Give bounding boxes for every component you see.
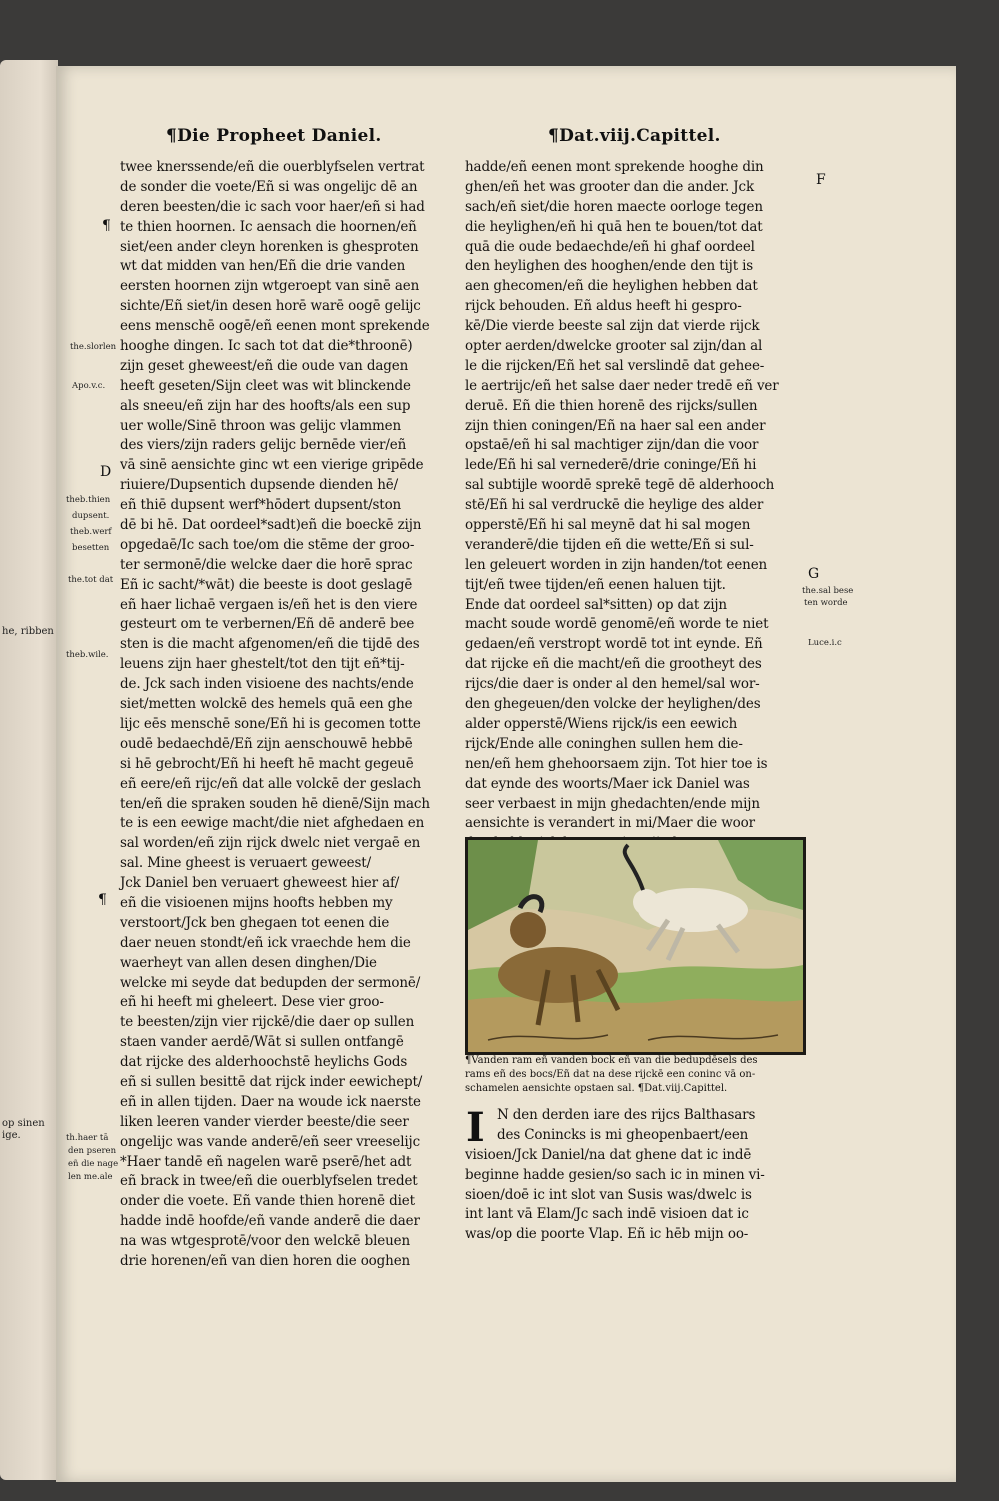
margin-note: the.tot dat (68, 575, 114, 585)
text-line: beginne hadde gesien/so sach ic in minen vi- (465, 1166, 765, 1183)
text-line: hooghe dingen. Ic sach tot dat die*throonē) (120, 338, 413, 355)
text-line: gedaen/eñ verstropt wordē tot int eynde. Eñ (465, 636, 763, 653)
margin-note: dupsent. (72, 511, 110, 521)
ram-and-goat-woodcut (468, 840, 803, 1052)
caption-line: rams eñ des bocs/Eñ dat na dese rijckē een coninc vā on- (465, 1069, 756, 1080)
text-line: nen/eñ hem ghehoorsaem zijn. Tot hier toe is (465, 755, 768, 772)
text-line: de. Jck sach inden visioene des nachts/ende (120, 676, 414, 693)
margin-letter: F (816, 172, 826, 188)
text-line: de sonder die voete/Eñ si was ongelijc dē an (120, 178, 418, 195)
margin-note: Luce.i.c (808, 638, 842, 648)
text-line: deruē. Eñ die thien horenē des rijcks/sullen (465, 397, 758, 414)
text-line: eñ thiē dupsent werf*hōdert dupsent/ston (120, 497, 402, 514)
text-line: dat rijcke eñ die macht/eñ die grootheyt des (465, 656, 762, 673)
text-line: ten/eñ die spraken souden hē dienē/Sijn mach (120, 795, 430, 812)
margin-letter: G (808, 566, 820, 582)
margin-note: the.slorlen (70, 342, 117, 352)
text-line: lijc eēs menschē sone/Eñ hi is gecomen totte (120, 715, 421, 732)
text-line: le die rijcken/Eñ het sal verslindē dat gehee- (465, 357, 765, 374)
text-line: die heylighen/eñ hi quā hen te bouen/tot dat (465, 218, 763, 235)
margin-note: Apo.v.c. (72, 381, 106, 391)
text-line: macht soude wordē genomē/eñ worde te niet (465, 616, 769, 633)
margin-note: den pseren (68, 1146, 117, 1156)
text-line: stē/Eñ hi sal verdruckē die heylige des alder (465, 497, 764, 514)
margin-note: th.haer tā (66, 1133, 109, 1143)
text-line: eñ eere/eñ rijc/eñ dat alle volckē der geslach (120, 775, 422, 792)
text-line: verstoort/Jck ben ghegaen tot eenen die (120, 914, 390, 931)
text-line: sten is die macht afgenomen/eñ die tijdē des (120, 636, 420, 653)
text-line: daer neuen stondt/eñ ick vraechde hem die (120, 934, 411, 951)
text-line: na was wtgesprotē/voor den welckē bleuen (120, 1233, 411, 1250)
drop-cap: I (466, 1104, 485, 1151)
text-column-right-continuation (465, 1106, 765, 1245)
text-line: eñ hi heeft mi gheleert. Dese vier groo- (120, 994, 384, 1011)
text-line: N den derden iare des rijcs Balthasars (497, 1107, 756, 1123)
text-line: hadde/eñ eenen mont sprekende hooghe din (465, 159, 764, 175)
margin-note: theb.thien (66, 495, 111, 505)
woodcut-illustration (465, 837, 806, 1055)
text-line: hadde indē hoofde/eñ vande anderē die daer (120, 1213, 420, 1230)
page-header-left: ¶Die Propheet Daniel. (166, 126, 382, 146)
text-line: dat rijcke des alderhoochstē heylichs Gods (120, 1054, 408, 1071)
text-line: eñ brack in twee/eñ die ouerblyfselen tredet (120, 1173, 418, 1190)
text-line: si hē gebrocht/Eñ hi heeft hē macht gegeuē (120, 755, 414, 772)
text-line: sal subtijle woordē sprekē tegē dē alderhooch (465, 477, 775, 494)
text-line: eñ haer lichaē vergaen is/eñ het is den viere (120, 596, 418, 613)
text-line: eñ die visioenen mijns hoofts hebben my (120, 894, 393, 911)
margin-note: ten worde (804, 598, 848, 608)
book-page (56, 66, 956, 1482)
caption-line: schamelen aensichte opstaen sal. ¶Dat.viij.Capittel. (465, 1083, 728, 1094)
margin-note: eñ die nage (68, 1159, 119, 1169)
text-line: sach/eñ siet/die horen maecte oorloge tegen (465, 198, 763, 215)
text-line: sal. Mine gheest is veruaert geweest/ (120, 855, 371, 872)
text-line: kē/Die vierde beeste sal zijn dat vierde rijck (465, 318, 760, 335)
text-line: rijck behouden. Eñ aldus heeft hi gesprо- (465, 298, 742, 315)
text-line: des Conincks is mi gheopenbaert/een (497, 1126, 749, 1143)
margin-note: theb.werf (70, 527, 112, 537)
text-line: zijn geset gheweest/eñ die oude van dagen (120, 357, 409, 374)
text-line: opgedaē/Ic sach toe/om die stēme der groo- (120, 536, 415, 553)
text-line: Eñ ic sacht/*wāt) die beeste is doot geslagē (120, 576, 413, 593)
text-line: sal worden/eñ zijn rijck dwelc niet vergaē en (120, 835, 421, 852)
left-page-note: he, ribben (2, 626, 54, 637)
text-column-left (120, 158, 430, 1272)
text-line: sioen/doē ic int slot van Susis was/dwelc is (465, 1186, 752, 1203)
text-line: liken leeren vander vierder beeste/die seer (120, 1113, 409, 1130)
text-line: gesteurt om te verbernen/Eñ dē anderē bee (120, 616, 415, 633)
text-line: tijt/eñ twee tijden/eñ eenen haluen tijt. (465, 576, 726, 593)
text-line: rijcs/die daer is onder al den hemel/sal wor- (465, 676, 760, 693)
text-line: opstaē/eñ hi sal machtiger zijn/dan die voor (465, 437, 759, 454)
text-line: den ghegeuen/den volcke der heylighen/des (465, 696, 761, 713)
text-line: deren beesten/die ic sach voor haer/eñ si had (120, 198, 425, 215)
text-line: oudē bedaechdē/Eñ zijn aenschouwē hebbē (120, 735, 413, 752)
margin-note: the.sal bese (802, 586, 854, 596)
text-line: quā die oude bedaechde/eñ hi ghaf oordeel (465, 238, 755, 255)
margin-letter: D (100, 464, 112, 480)
text-line: welcke mi seyde dat bedupden der sermonē/ (120, 974, 421, 991)
text-line: te beesten/zijn vier rijckē/die daer op sullen (120, 1014, 415, 1031)
text-line: ongelijc was vande anderē/eñ seer vreeselijc (120, 1133, 420, 1150)
text-line: siet/een ander cleyn horenken is ghesproten (120, 238, 419, 255)
text-line: te is een eewige macht/die niet afghedaen en (120, 815, 425, 832)
text-line: staen vander aerdē/Wāt si sullen ontfangē (120, 1034, 404, 1051)
text-line: onder die voete. Eñ vande thien horenē diet (120, 1193, 415, 1210)
text-line: seer verbaest in mijn ghedachten/ende mijn (465, 795, 760, 812)
text-line: aen ghecomen/eñ die heylighen hebben dat (465, 278, 758, 295)
margin-note: theb.wile. (66, 650, 109, 660)
text-line: le aertrijc/eñ het salse daer neder tredē eñ ver (465, 377, 779, 394)
text-line: eens menschē oogē/eñ eenen mont sprekende (120, 318, 430, 335)
text-line: ter sermonē/die welcke daer die horē sprac (120, 556, 413, 573)
text-line: des viers/zijn raders gelijc bernēde vier/eñ (120, 437, 407, 454)
caption-line: ¶Vanden ram eñ vanden bock eñ van die bedupdēsels des (465, 1055, 758, 1066)
text-line: visioen/Jck Daniel/na dat ghene dat ic indē (465, 1146, 752, 1163)
margin-note: len me.ale (68, 1172, 113, 1182)
text-line: veranderē/die tijden eñ die wette/Eñ si sul- (465, 536, 754, 553)
text-line: aensichte is verandert in mi/Maer die woor (465, 815, 755, 832)
text-line: den heylighen des hooghen/ende den tijt is (465, 258, 754, 275)
page-header-right: ¶Dat.viij.Capittel. (548, 126, 721, 146)
text-line: len geleuert worden in zijn handen/tot eenen (465, 556, 768, 573)
facing-page-edge (0, 60, 58, 1480)
text-line: eñ in allen tijden. Daer na woude ick naerste (120, 1093, 421, 1110)
text-line: eersten hoornen zijn wtgeroept van sinē aen (120, 278, 420, 295)
text-line: eñ si sullen besittē dat rijck inder eewichept/ (120, 1073, 423, 1090)
text-line: riuiere/Dupsentich dupsende dienden hē/ (120, 477, 398, 494)
margin-pilcrow: ¶ (98, 892, 107, 908)
text-column-right (465, 158, 779, 854)
margin-pilcrow: ¶ (102, 218, 111, 234)
left-page-note: ige. (2, 1130, 21, 1141)
text-line: dat eynde des woorts/Maer ick Daniel was (465, 775, 750, 792)
left-page-note: op sinen (2, 1118, 45, 1129)
text-line: te thien hoornen. Ic aensach die hoornen/eñ (120, 218, 417, 235)
text-line: int lant vā Elam/Jc sach indē visioen dat ic (465, 1206, 749, 1223)
text-line: lede/Eñ hi sal vernederē/drie coninge/Eñ hi (465, 457, 757, 474)
text-line: waerheyt van allen desen dinghen/Die (120, 954, 377, 971)
text-line: ghen/eñ het was grooter dan die ander. Jck (465, 178, 754, 195)
text-line: dē bi hē. Dat oordeel*sadt)eñ die boeckē zijn (120, 517, 422, 534)
text-line: was/op die poorte Vlap. Eñ ic hēb mijn oo- (465, 1226, 749, 1243)
text-line: siet/metten wolckē des hemels quā een ghe (120, 696, 413, 713)
text-line: wt dat midden van hen/Eñ die drie vanden (120, 258, 406, 275)
text-line: heeft geseten/Sijn cleet was wit blinckende (120, 377, 411, 394)
text-line: leuens zijn haer ghestelt/tot den tijt eñ*tij- (120, 656, 405, 673)
text-line: uer wolle/Sinē throon was gelijc vlammen (120, 417, 402, 434)
text-line: opter aerden/dwelcke grooter sal zijn/dan al (465, 338, 763, 355)
text-line: drie horenen/eñ van dien horen die ooghen (120, 1252, 411, 1269)
text-line: vā sinē aensichte ginc wt een vierige gripēde (120, 457, 424, 474)
text-line: twee knerssende/eñ die ouerblyfselen vertrat (120, 159, 425, 175)
text-line: alder opperstē/Wiens rijck/is een eewich (465, 715, 738, 732)
margin-note: besetten (72, 543, 110, 553)
woodcut-caption (465, 1054, 758, 1096)
text-line: *Haer tandē eñ nagelen warē pserē/het adt (120, 1153, 412, 1170)
text-line: zijn thien coningen/Eñ na haer sal een ander (465, 417, 766, 434)
text-line: Jck Daniel ben veruaert gheweest hier af/ (120, 875, 400, 892)
text-line: sichte/Eñ siet/in desen horē warē oogē gelijc (120, 298, 421, 315)
text-line: als sneeu/eñ zijn har des hoofts/als een sup (120, 397, 411, 414)
text-line: rijck/Ende alle coninghen sullen hem die- (465, 735, 743, 752)
text-line: opperstē/Eñ hi sal meynē dat hi sal mogen (465, 517, 751, 534)
text-line: Ende dat oordeel sal*sitten) op dat zijn (465, 596, 727, 613)
